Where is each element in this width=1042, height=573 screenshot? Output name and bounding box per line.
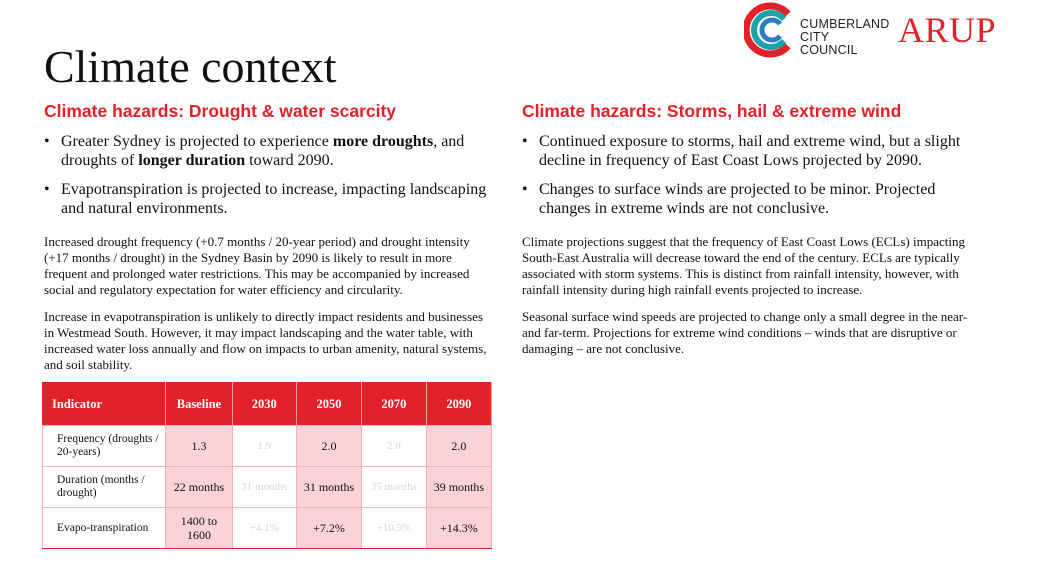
cell-value: 2.0: [361, 426, 426, 467]
cell-value: +7.2%: [297, 508, 362, 549]
cell-value: 1.3: [166, 426, 232, 467]
cell-value: 22 months: [166, 467, 232, 508]
cell-value: 2.0: [426, 426, 491, 467]
arup-logo: ARUP: [898, 10, 997, 50]
bullet-icon: •: [44, 133, 50, 150]
cell-value: +4.1%: [232, 508, 297, 549]
bullet-icon: •: [522, 133, 528, 150]
cell-value: 35 months: [361, 467, 426, 508]
drought-paragraph-1: Increased drought frequency (+0.7 months / 20-year period) and drought intensity (+17 months / drought) in the Sydney Basin by 2090 is likely to result in more frequent and prolonged water restrictions. This may be accompanied by increased social and regulatory expectation for water efficiency and circularity.: [44, 234, 470, 297]
table-row: [43, 467, 492, 508]
header-2050: 2050: [297, 383, 362, 426]
council-name-line2: CITY COUNCIL: [800, 30, 858, 57]
cumberland-logo-text: [800, 18, 890, 57]
cell-value: +14.3%: [426, 508, 491, 549]
storms-paragraph-1: Climate projections suggest that the frequency of East Coast Lows (ECLs) impacting South-East Australia will decrease toward the end of the century. ECLs are typically associated with storm systems. This is distinct from rainfall intensity, however, with rainfall intensity during high rainfall events projected to increase.: [522, 234, 965, 297]
drought-heading: Climate hazards: Drought & water scarcity: [44, 101, 397, 121]
header-2030: 2030: [232, 383, 297, 426]
cumberland-logo-icon: [744, 2, 800, 58]
cumberland-logo: [744, 2, 889, 58]
storms-bullet-2: • Changes to surface winds are projected to be minor. Projected changes in extreme winds are not conclusive.: [522, 181, 936, 217]
drought-paragraph-2: Increase in evapotranspiration is unlikely to directly impact residents and businesses in Westmead South. However, it may impact landscaping and the water table, with increased water loss annually and flow on impacts to urban amenity, natural systems, and soil stability.: [44, 309, 487, 372]
row-label-duration: Duration (months / drought): [43, 467, 166, 508]
cell-value: 1400 to 1600: [166, 508, 232, 549]
cell-value: +10.5%: [361, 508, 426, 549]
page-title: Climate context: [44, 41, 337, 92]
drought-bullets: [44, 132, 494, 218]
storms-heading: Climate hazards: Storms, hail & extreme wind: [522, 101, 902, 121]
table-row: [43, 426, 492, 467]
storms-section: [522, 100, 972, 228]
header-baseline: Baseline: [166, 383, 232, 426]
row-label-frequency: Frequency (droughts / 20-years): [43, 426, 166, 467]
cell-value: 31 months: [232, 467, 297, 508]
bullet-icon: •: [44, 181, 50, 198]
table-header-row: [43, 383, 492, 426]
drought-bullet-2: • Evapotranspiration is projected to increase, impacting landscaping and natural environments.: [44, 181, 487, 217]
storms-paragraph-2: Seasonal surface wind speeds are projected to change only a small degree in the near- and far-term. Projections for extreme wind conditions – winds that are disruptive or damaging – are not conclusive.: [522, 309, 968, 356]
council-name-line1: CUMBERLAND: [800, 17, 890, 31]
row-label-evapotranspiration: Evapo-transpiration: [43, 508, 166, 549]
drought-bullet-1: • Greater Sydney is projected to experience more droughts, and droughts of longer duration toward 2090.: [44, 133, 465, 169]
drought-section: [44, 100, 494, 228]
cell-value: 39 months: [426, 467, 491, 508]
storms-bullets: [522, 132, 972, 218]
storms-bullet-1: • Continued exposure to storms, hail and extreme wind, but a slight decline in frequency of East Coast Lows projected by 2090.: [522, 133, 961, 169]
cell-value: 31 months: [297, 467, 362, 508]
header-2090: 2090: [426, 383, 491, 426]
cell-value: 2.0: [297, 426, 362, 467]
cell-value: 1.9: [232, 426, 297, 467]
table-row: [43, 508, 492, 549]
drought-indicator-table: [42, 382, 492, 549]
bullet-icon: •: [522, 181, 528, 198]
header-2070: 2070: [361, 383, 426, 426]
header-indicator: Indicator: [43, 383, 166, 426]
